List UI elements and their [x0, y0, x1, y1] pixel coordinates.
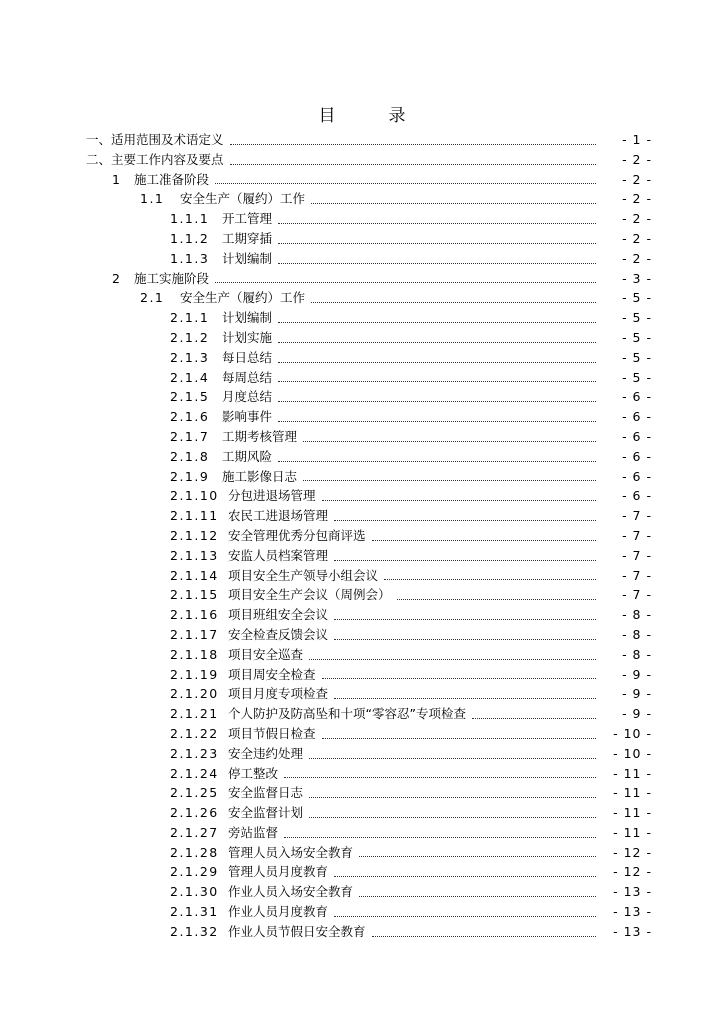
toc-entry-title: 分包进退场管理: [228, 488, 316, 504]
toc-entry-title: 安全检查反馈会议: [228, 626, 329, 642]
toc-entry-number: 2: [112, 270, 122, 286]
toc-entry-number: 2.1.10: [170, 488, 219, 504]
toc-entry-number: 1.1.2: [170, 230, 210, 246]
toc-entry-number: 2.1.8: [170, 448, 210, 464]
toc-entry-title: 每日总结: [222, 349, 273, 365]
dot-leader: [278, 229, 596, 249]
toc-entry[interactable]: [86, 150, 652, 170]
toc-entry-number: 2.1.21: [170, 706, 219, 722]
dot-leader: [359, 843, 596, 863]
toc-entry-title: 每周总结: [222, 369, 273, 385]
toc-entry-number: 2.1.6: [170, 409, 210, 425]
dot-leader: [309, 783, 596, 803]
toc-entry-page-number: - 13 -: [613, 884, 652, 900]
toc-entry[interactable]: [170, 368, 652, 388]
dot-leader: [334, 506, 596, 526]
toc-entry-page-number: - 8 -: [622, 646, 652, 662]
dot-leader: [278, 209, 596, 229]
toc-entry-title: 月度总结: [222, 389, 273, 405]
toc-entry[interactable]: [86, 130, 652, 150]
dot-leader: [278, 308, 596, 328]
toc-entry-page-number: - 2 -: [622, 250, 652, 266]
toc-entry-page-number: - 13 -: [613, 923, 652, 939]
toc-entry[interactable]: [170, 625, 652, 645]
toc-entry-number: 2.1.9: [170, 468, 210, 484]
toc-entry-number: 2.1.4: [170, 369, 210, 385]
toc-entry-page-number: - 11 -: [613, 785, 652, 801]
toc-entry[interactable]: [170, 882, 652, 902]
dot-leader: [334, 625, 596, 645]
toc-entry-number: 2.1.28: [170, 844, 219, 860]
toc-entry-page-number: - 6 -: [622, 488, 652, 504]
toc-entry[interactable]: [170, 783, 652, 803]
dot-leader: [278, 407, 596, 427]
dot-leader: [278, 368, 596, 388]
toc-entry[interactable]: [170, 843, 652, 863]
toc-entry[interactable]: [170, 803, 652, 823]
toc-entry[interactable]: [170, 605, 652, 625]
toc-entry-title: 旁站监督: [228, 824, 279, 840]
toc-entry-page-number: - 5 -: [622, 310, 652, 326]
toc-entry-number: 2.1.14: [170, 567, 219, 583]
toc-entry-title: 开工管理: [222, 211, 273, 227]
toc-entry-page-number: - 1 -: [622, 132, 652, 147]
toc-entry-page-number: - 11 -: [613, 824, 652, 840]
toc-entry-number: 2.1.30: [170, 884, 219, 900]
toc-entry-title: 作业人员月度教育: [228, 904, 329, 920]
dot-leader: [334, 684, 596, 704]
toc-entry-page-number: - 8 -: [622, 607, 652, 623]
toc-entry-page-number: - 7 -: [622, 508, 652, 524]
toc-entry-number: 2.1.32: [170, 923, 219, 939]
toc-entry-page-number: - 7 -: [622, 567, 652, 583]
dot-leader: [278, 328, 596, 348]
toc-entry-title: 项目节假日检查: [228, 725, 316, 741]
toc-entry-title: 计划实施: [222, 329, 273, 345]
toc-entry-title: 一、适用范围及术语定义: [86, 132, 224, 147]
toc-entry-title: 项目安全生产领导小组会议: [228, 567, 379, 583]
toc-entry-number: 1.1.3: [170, 250, 210, 266]
toc-entry-number: 1.1: [140, 191, 165, 207]
toc-entry-page-number: - 7 -: [622, 547, 652, 563]
toc-entry-number: 2.1.25: [170, 785, 219, 801]
dot-leader: [311, 288, 596, 308]
toc-entry-page-number: - 9 -: [622, 686, 652, 702]
toc-entry-page-number: - 2 -: [622, 230, 652, 246]
toc-entry-page-number: - 2 -: [622, 211, 652, 227]
toc-entry-title: 管理人员入场安全教育: [228, 844, 354, 860]
toc-entry-title: 安全监督日志: [228, 785, 304, 801]
toc-entry[interactable]: [170, 862, 652, 882]
dot-leader: [215, 170, 596, 190]
toc-entry-title: 作业人员入场安全教育: [228, 884, 354, 900]
toc-entry[interactable]: [170, 566, 652, 586]
toc-entry-page-number: - 5 -: [622, 290, 652, 306]
toc-entry-title: 工期风险: [222, 448, 273, 464]
toc-entry[interactable]: [170, 407, 652, 427]
dot-leader: [322, 665, 596, 685]
toc-entry[interactable]: [170, 744, 652, 764]
toc-entry-title: 项目周安全检查: [228, 666, 316, 682]
toc-entry[interactable]: [170, 427, 652, 447]
toc-entry-title: 二、主要工作内容及要点: [86, 151, 224, 167]
toc-entry[interactable]: [170, 724, 652, 744]
dot-leader: [278, 348, 596, 368]
toc-entry[interactable]: [170, 486, 652, 506]
toc-entry-title: 农民工进退场管理: [228, 508, 329, 524]
toc-entry-title: 工期考核管理: [222, 428, 298, 444]
toc-entry-title: 计划编制: [222, 250, 273, 266]
toc-entry-page-number: - 12 -: [613, 844, 652, 860]
toc-entry-title: 影响事件: [222, 409, 273, 425]
toc-entry-page-number: - 11 -: [613, 805, 652, 821]
toc-entry[interactable]: [170, 823, 652, 843]
dot-leader: [284, 823, 596, 843]
toc-entry-page-number: - 2 -: [622, 191, 652, 207]
toc-entry-number: 2.1.20: [170, 686, 219, 702]
toc-entry-page-number: - 8 -: [622, 626, 652, 642]
toc-entry-title: 个人防护及防高坠和十项“零容忍”专项检查: [228, 706, 466, 722]
dot-leader: [372, 526, 596, 546]
toc-entry-page-number: - 2 -: [622, 171, 652, 187]
toc-entry-title: 项目班组安全会议: [228, 607, 329, 623]
toc-entry-title: 工期穿插: [222, 230, 273, 246]
toc-entry-number: 2.1.5: [170, 389, 210, 405]
dot-leader: [284, 764, 596, 784]
dot-leader: [334, 605, 596, 625]
toc-entry-page-number: - 3 -: [622, 270, 652, 286]
toc-entry[interactable]: [170, 684, 652, 704]
toc-entry-number: 2.1.31: [170, 904, 219, 920]
toc-entry-page-number: - 6 -: [622, 448, 652, 464]
toc-entry[interactable]: [112, 269, 652, 289]
toc-entry-page-number: - 12 -: [613, 864, 652, 880]
dot-leader: [384, 566, 596, 586]
toc-entry[interactable]: [170, 665, 652, 685]
toc-entry-page-number: - 6 -: [622, 468, 652, 484]
toc-entry-page-number: - 5 -: [622, 349, 652, 365]
toc-entry[interactable]: [170, 704, 652, 724]
toc-entry-number: 2.1.27: [170, 824, 219, 840]
toc-entry-page-number: - 6 -: [622, 428, 652, 444]
toc-entry[interactable]: [170, 387, 652, 407]
toc-entry-page-number: - 9 -: [622, 706, 652, 722]
toc-entry-title: 安监人员档案管理: [228, 547, 329, 563]
toc-entry-title: 施工实施阶段: [134, 270, 210, 286]
toc-entry-number: 2.1.1: [170, 310, 210, 326]
dot-leader: [309, 744, 596, 764]
toc-entry-number: 2.1.3: [170, 349, 210, 365]
toc-entry-number: 2.1.7: [170, 428, 210, 444]
toc-entry-title: 项目安全生产会议（周例会）: [228, 587, 391, 603]
toc-entry-page-number: - 6 -: [622, 409, 652, 425]
toc-entry[interactable]: [112, 170, 652, 190]
toc-entry[interactable]: [170, 764, 652, 784]
toc-entry-title: 管理人员月度教育: [228, 864, 329, 880]
toc-entry-page-number: - 11 -: [613, 765, 652, 781]
dot-leader: [309, 645, 596, 665]
toc-entry-page-number: - 13 -: [613, 904, 652, 920]
dot-leader: [230, 150, 596, 170]
toc-entry-title: 项目月度专项检查: [228, 686, 329, 702]
dot-leader: [322, 724, 596, 744]
dot-leader: [303, 467, 596, 487]
dot-leader: [334, 902, 596, 922]
dot-leader: [230, 130, 596, 150]
toc-entry[interactable]: [170, 447, 652, 467]
toc-entry-number: 1.1.1: [170, 211, 210, 227]
toc-entry-page-number: - 5 -: [622, 329, 652, 345]
toc-entry-title: 安全生产（履约）工作: [180, 290, 306, 306]
dot-leader: [334, 862, 596, 882]
toc-entry[interactable]: [170, 645, 652, 665]
toc-entry-number: 2.1.17: [170, 626, 219, 642]
toc-entry[interactable]: [170, 348, 652, 368]
toc-entry-number: 2.1.29: [170, 864, 219, 880]
dot-leader: [372, 922, 596, 942]
toc-entry-title: 安全违约处理: [228, 745, 304, 761]
toc-entry-page-number: - 9 -: [622, 666, 652, 682]
toc-list: [0, 130, 724, 942]
toc-title: 目 录: [318, 106, 424, 126]
toc-entry-number: 2.1: [140, 290, 165, 306]
toc-entry[interactable]: [170, 922, 652, 942]
toc-entry-number: 2.1.13: [170, 547, 219, 563]
dot-leader: [309, 803, 596, 823]
toc-entry-number: 2.1.15: [170, 587, 219, 603]
toc-entry[interactable]: [140, 189, 652, 209]
toc-entry[interactable]: [140, 288, 652, 308]
toc-entry-title: 计划编制: [222, 310, 273, 326]
toc-entry-number: 2.1.19: [170, 666, 219, 682]
toc-entry[interactable]: [170, 546, 652, 566]
toc-entry[interactable]: [170, 585, 652, 605]
dot-leader: [303, 427, 596, 447]
toc-entry-title: 施工准备阶段: [134, 171, 210, 187]
toc-entry-title: 施工影像日志: [222, 468, 298, 484]
toc-entry-page-number: - 2 -: [622, 151, 652, 167]
toc-entry-number: 2.1.24: [170, 765, 219, 781]
dot-leader: [359, 882, 596, 902]
toc-entry[interactable]: [170, 902, 652, 922]
dot-leader: [472, 704, 596, 724]
toc-entry-number: 2.1.11: [170, 508, 219, 524]
toc-entry-number: 2.1.16: [170, 607, 219, 623]
toc-entry-title: 项目安全巡查: [228, 646, 304, 662]
dot-leader: [278, 387, 596, 407]
toc-entry-title: 安全监督计划: [228, 805, 304, 821]
toc-entry-number: 2.1.26: [170, 805, 219, 821]
toc-entry[interactable]: [170, 467, 652, 487]
toc-entry-number: 2.1.23: [170, 745, 219, 761]
toc-entry-page-number: - 6 -: [622, 389, 652, 405]
dot-leader: [322, 486, 596, 506]
dot-leader: [278, 249, 596, 269]
dot-leader: [311, 189, 596, 209]
toc-entry[interactable]: [170, 526, 652, 546]
toc-entry[interactable]: [170, 229, 652, 249]
toc-entry-number: 2.1.12: [170, 527, 219, 543]
toc-entry-page-number: - 10 -: [613, 745, 652, 761]
toc-entry[interactable]: [170, 209, 652, 229]
toc-entry-number: 2.1.22: [170, 725, 219, 741]
toc-entry[interactable]: [170, 249, 652, 269]
toc-entry-title: 作业人员节假日安全教育: [228, 923, 366, 939]
dot-leader: [215, 269, 596, 289]
toc-entry[interactable]: [170, 328, 652, 348]
toc-entry[interactable]: [170, 308, 652, 328]
dot-leader: [278, 447, 596, 467]
dot-leader: [334, 546, 596, 566]
toc-entry-page-number: - 7 -: [622, 527, 652, 543]
toc-entry-number: 2.1.18: [170, 646, 219, 662]
toc-entry-page-number: - 5 -: [622, 369, 652, 385]
toc-entry-page-number: - 10 -: [613, 725, 652, 741]
toc-entry-number: 1: [112, 171, 122, 187]
toc-entry-title: 安全管理优秀分包商评选: [228, 527, 366, 543]
toc-entry-title: 停工整改: [228, 765, 279, 781]
dot-leader: [397, 585, 596, 605]
toc-entry-title: 安全生产（履约）工作: [180, 191, 306, 207]
toc-entry-number: 2.1.2: [170, 329, 210, 345]
toc-entry-page-number: - 7 -: [622, 587, 652, 603]
toc-entry[interactable]: [170, 506, 652, 526]
